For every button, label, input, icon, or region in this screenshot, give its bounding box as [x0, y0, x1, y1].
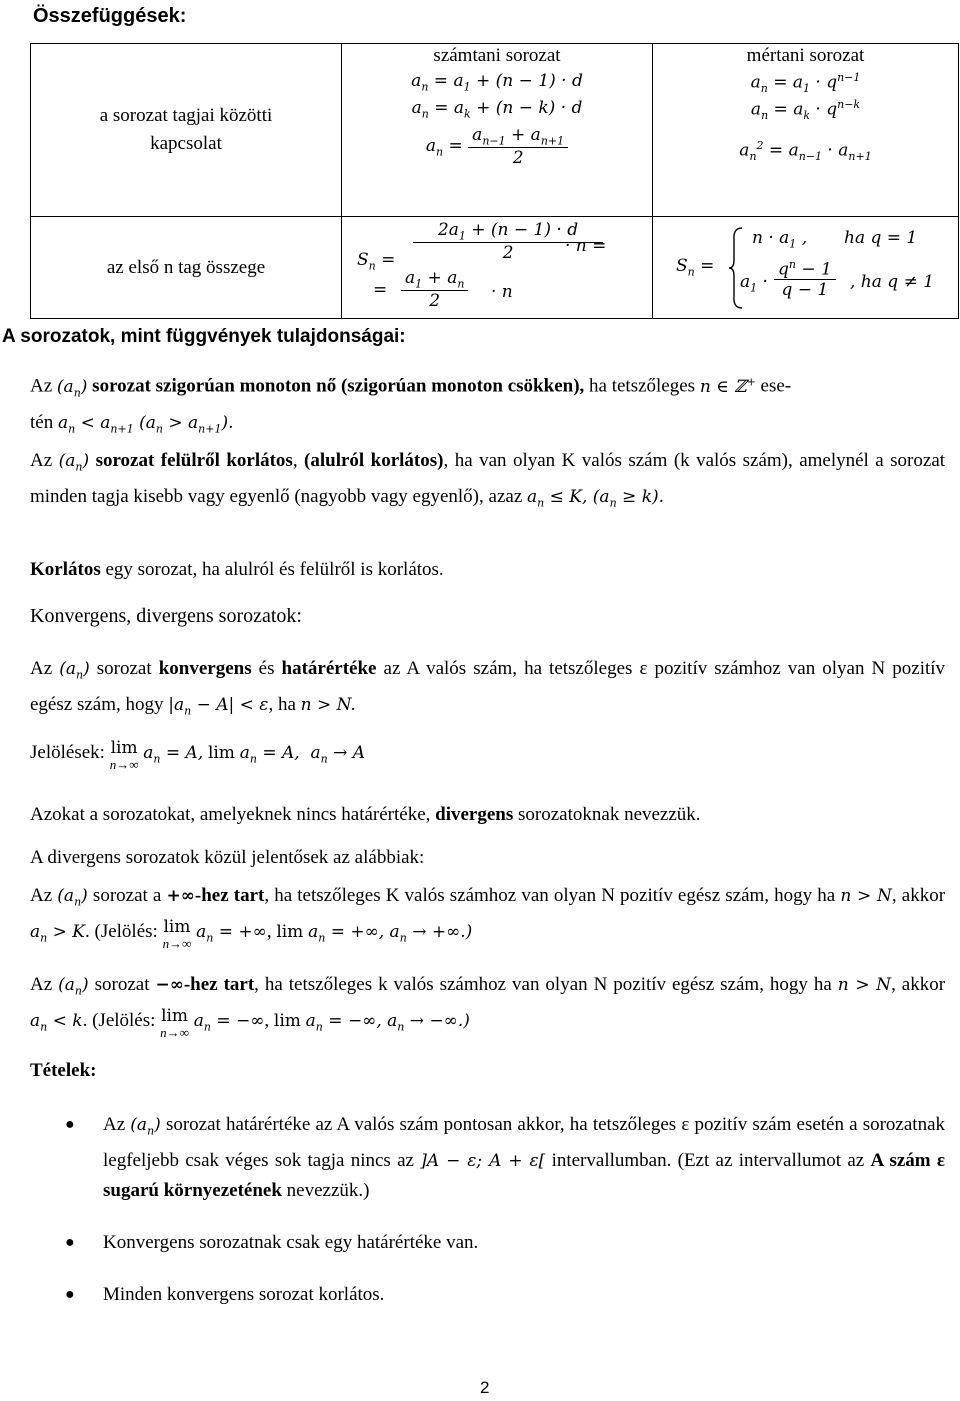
- div-t1: Azokat a sorozatokat, amelyeknek nincs határértéke,: [30, 804, 431, 825]
- thm1-c: intervallumban. (Ezt az intervallumot az: [551, 1150, 865, 1172]
- minus-t4: . (Jelölés:: [82, 1010, 156, 1032]
- conv-az: Az: [30, 658, 53, 679]
- geom-cell: [653, 44, 959, 217]
- page-number: 2: [480, 1378, 490, 1397]
- plus-az: Az: [30, 885, 53, 906]
- convergence-paragraph: Az $(a_n)$ sorozat konvergens és határértéke az A valós szám, ha tetszőleges ε pozitív számhoz van olyan N pozitív egész szám, hogy $|a_n - A| < \varepsilon$, ha n > N.: [30, 658, 946, 718]
- thm1-b: sorozat határértéke az A valós szám pontosan akkor, ha tetszőleges ε pozitív szám esetén a sorozatnak legfeljebb csak véges sok tagja nincs az: [103, 1114, 945, 1172]
- bullet-icon: ●: [65, 1116, 75, 1133]
- bound-az: Az: [30, 450, 53, 471]
- bound-bold-1: sorozat felülről korlátos: [95, 450, 293, 471]
- conv-t1: sorozat: [96, 658, 152, 679]
- row1-label-cell: [31, 44, 342, 217]
- monotonic-tail: ese-: [760, 375, 792, 397]
- korlatos-text: egy sorozat, ha alulról és felülről is korlátos.: [105, 559, 444, 580]
- conv-bold-1: konvergens: [158, 658, 252, 679]
- geom-sum-cell: [653, 217, 959, 319]
- minus-t3: , akkor: [891, 974, 946, 995]
- func-heading: A sorozatok, mint függvények tulajdonságai:: [2, 326, 406, 347]
- monotonic-ten: tén: [30, 412, 54, 434]
- row2-label: az első n tag összege: [106, 256, 266, 278]
- thm2: Konvergens sorozatnak csak egy határértéke van.: [103, 1232, 479, 1254]
- monotonic-bold: sorozat szigorúan monoton nő (szigorúan monoton csökken),: [92, 375, 585, 397]
- geom-sum-formula: $S_n$ = $n \cdot a_1$ , ha q = 1 $a_1$ · $\frac{q^n - 1}{q - 1}$ , ha q ≠ 1: [654, 220, 957, 316]
- conv-t4: , ha: [268, 694, 296, 716]
- thm1-d: nevezzük.): [286, 1180, 370, 1202]
- korlatos-bold: Korlátos: [30, 559, 101, 580]
- geom-formula-2: $a_n = a_k \cdot q^{n-k}$: [750, 98, 861, 123]
- arith-formula-3: $a_n$ = $\frac{a_{n-1} + a_{n+1}}{2}$: [343, 125, 651, 168]
- row2-label-cell: [31, 217, 342, 319]
- brace-icon: [728, 226, 744, 310]
- arith-formula-2: $a_n = a_k + (n - k) \cdot d$: [411, 98, 583, 121]
- plus-bold: -hez tart: [194, 885, 265, 906]
- col-geom-header: mértani sorozat: [746, 45, 865, 66]
- monotonic-paragraph: Az $(a_n)$ sorozat szigorúan monoton nő (szigorúan monoton csökken), ha tetszőleges n ∈ ℤ+ ese- tén $a_n < a_{n+1}$ $(a_n > a_{n+1})$.: [30, 375, 792, 436]
- minus-infinity-paragraph: Az $(a_n)$ sorozat −∞-hez tart, ha tetszőleges k valós számhoz van olyan N pozitív egész szám, hogy ha n > N, akkor $a_n < k$. (Jelölés: lim n→∞ $a_n$ = −∞, $\lim a_n$ = −∞, $a_n$ → −∞.): [30, 974, 946, 1041]
- minus-t1: sorozat: [94, 974, 150, 995]
- arith-formula-1: $a_n = a_1 + (n - 1) \cdot d$: [411, 71, 583, 94]
- thm1-a: Az: [103, 1114, 126, 1135]
- bullet-icon: ●: [65, 1286, 75, 1304]
- plus-t2: , ha tetszőleges K valós számhoz van olyan N pozitív egész szám, hogy ha: [264, 885, 836, 906]
- theorem-item-3: [30, 1280, 945, 1310]
- row1-label: a sorozat tagjai közötti kapcsolat: [99, 105, 273, 154]
- theorem-item-2: [30, 1228, 945, 1258]
- conv-bold-2: határértéke: [281, 658, 377, 679]
- theorems-heading: Tételek:: [30, 1060, 97, 1081]
- conv-t3: az A valós szám, ha tetszőleges ε pozitív számhoz van olyan N pozitív egész szám, hogy: [30, 658, 946, 716]
- minus-bold: -hez tart: [183, 974, 255, 995]
- plus-t3: , akkor: [891, 885, 946, 906]
- div-bold: divergens: [435, 804, 514, 825]
- bound-bold-2: (alulról korlátos): [304, 450, 444, 471]
- conv-heading: Konvergens, divergens sorozatok:: [30, 605, 302, 627]
- bullet-icon: ●: [65, 1234, 75, 1252]
- col-arith-header: számtani sorozat: [433, 45, 561, 66]
- plus-t1: sorozat a: [92, 885, 162, 906]
- thm1-bold: A szám ε sugarú környezetének: [103, 1150, 946, 1202]
- div-t2: sorozatoknak nevezzük.: [518, 804, 701, 825]
- plus-infinity-paragraph: Az $(a_n)$ sorozat a +∞-hez tart, ha tetszőleges K valós számhoz van olyan N pozitív egész szám, hogy ha n > N, akkor $a_n > K$. (Jelölés: lim n→∞ $a_n$ = +∞, $\lim a_n$ = +∞, $a_n$ → +∞.): [30, 885, 946, 952]
- theorems-list: [30, 1110, 945, 1310]
- notation-line: Jelölések: lim n→∞ $a_n = A$, $\lim a_n = A$, $a_n \to A$: [30, 738, 366, 772]
- korlatos-paragraph: [30, 555, 945, 585]
- conv-t2: és: [258, 658, 275, 679]
- theorem-item-1: ● Az $(a_n)$ sorozat határértéke az A valós szám pontosan akkor, ha tetszőleges ε pozitív szám esetén a sorozatnak legfeljebb csak véges sok tagja nincs az ]A − ε; A + ε[ intervallumban. (Ezt az intervallumot az A szám ε sugarú környezetének nevezzük.): [30, 1110, 945, 1206]
- thm3: Minden konvergens sorozat korlátos.: [103, 1284, 385, 1306]
- divergent-intro: A divergens sorozatok közül jelentősek az alábbiak:: [30, 847, 425, 868]
- divergent-paragraph: [30, 800, 945, 830]
- bound-text: ha van olyan K valós szám (k valós szám), amelynél a sorozat minden tagja kisebb vagy egyenlő (nagyobb vagy egyenlő), azaz: [30, 450, 946, 508]
- geom-formula-3: $a_n^2 = a_{n-1} \cdot a_{n+1}$: [739, 139, 872, 164]
- arith-sum-formula: $S_n$ = $\frac{2a_1 + (n - 1) \cdot d}{2}$ · n = = $\frac{a_1 + a_n}{2}$ · n: [357, 219, 607, 311]
- bounded-paragraph: Az $(a_n)$ sorozat felülről korlátos, (alulról korlátos), ha van olyan K valós szám (k valós szám), amelynél a sorozat minden tagja kisebb vagy egyenlő (nagyobb vagy egyenlő), azaz $a_n \le K$, $(a_n \ge k)$.: [30, 450, 946, 510]
- plus-t4: . (Jelölés:: [85, 921, 158, 943]
- relations-table: [30, 43, 959, 319]
- arith-cell: [342, 44, 653, 217]
- section-title: Összefüggések:: [33, 5, 187, 27]
- notation-label: Jelölések:: [30, 742, 105, 763]
- arith-sum-cell: [342, 217, 653, 319]
- text-az: Az: [30, 375, 53, 397]
- minus-t2: , ha tetszőleges k valós számhoz van olyan N pozitív egész szám, hogy ha: [254, 974, 832, 995]
- geom-formula-1: $a_n = a_1 \cdot q^{n-1}$: [750, 71, 861, 96]
- monotonic-text: ha tetszőleges: [589, 375, 696, 397]
- minus-az: Az: [30, 974, 53, 995]
